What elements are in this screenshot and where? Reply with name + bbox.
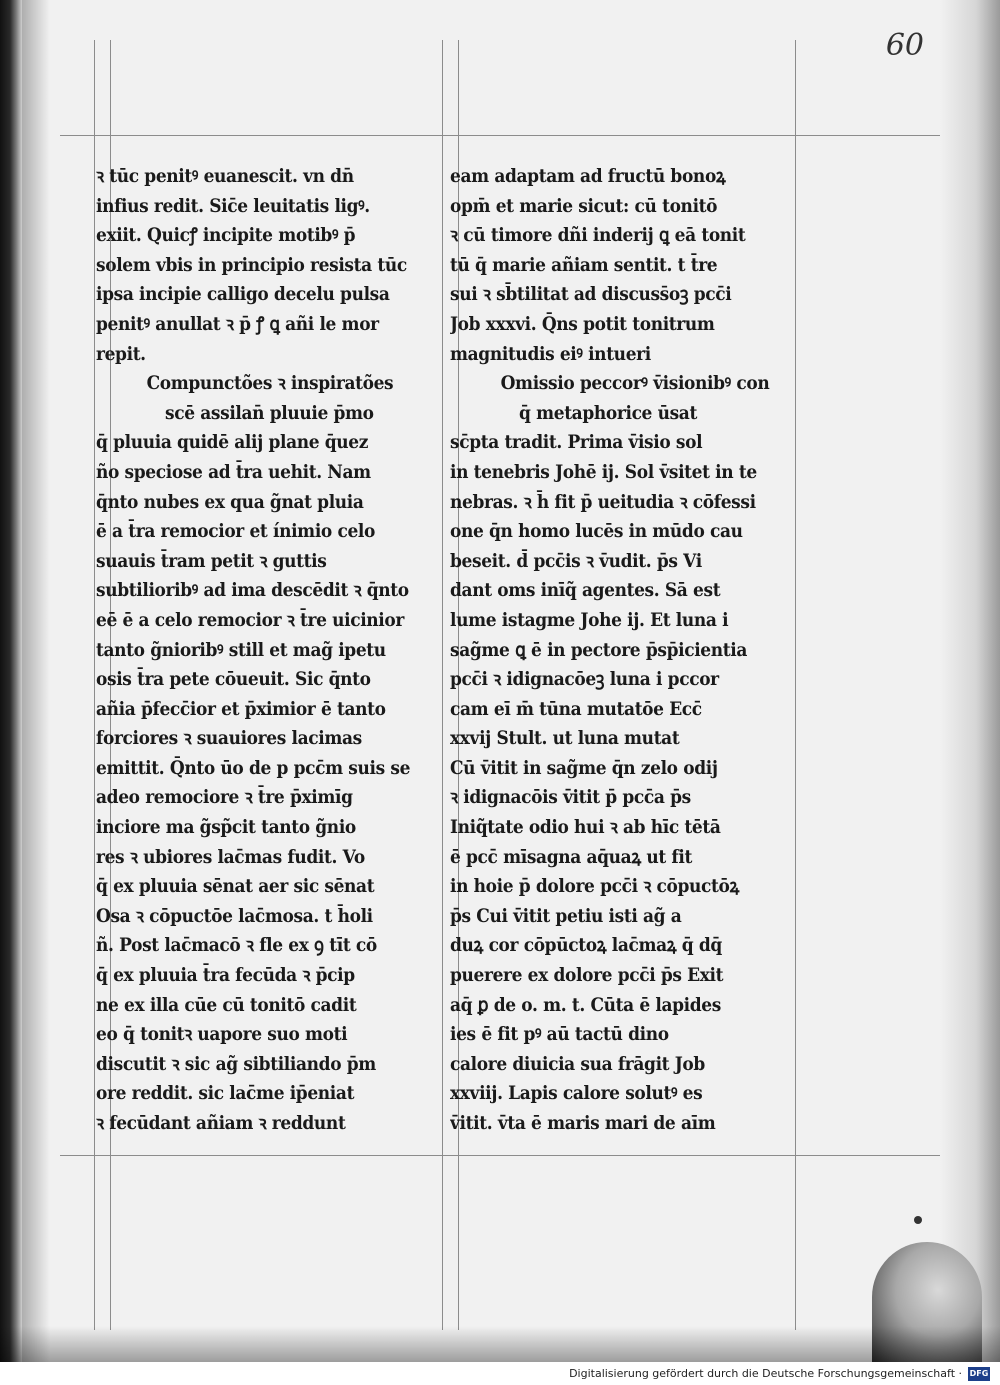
manuscript-line: ipsa incipie calligo decelu pulsa bbox=[96, 284, 390, 306]
footer-bar bbox=[0, 1362, 1000, 1385]
footer-credit: Digitalisierung gefördert durch die Deutsche Forschungsgemeinschaft · bbox=[569, 1367, 962, 1380]
ruling-line bbox=[442, 40, 443, 1330]
folio-number: 60 bbox=[885, 28, 924, 63]
manuscript-line: lume istagme Johe ij. Et luna i bbox=[450, 609, 729, 631]
manuscript-line: ño speciose ad t̄ra uehit. Nam bbox=[96, 461, 371, 483]
manuscript-line: res ꝛ ubiores lac̄mas fudit. Vo bbox=[96, 846, 365, 868]
manuscript-line: forciores ꝛ suauiores lacimas bbox=[96, 728, 362, 750]
manuscript-line: in hoie p̄ dolore pcc̄i ꝛ cōpuctōꝝ bbox=[450, 876, 739, 898]
ink-spot bbox=[914, 1216, 922, 1224]
manuscript-line: in tenebris Johē ij. Sol v̄sitet in te bbox=[450, 461, 757, 483]
gutter-shadow bbox=[22, 0, 50, 1362]
manuscript-line: xxvij Stult. ut luna mutat bbox=[450, 728, 680, 750]
manuscript-line: Omissio peccorꝰ v̄isionibꝰ con bbox=[500, 373, 770, 395]
manuscript-line: Osa ꝛ cōpuctōe lac̄mosa. t h̄oli bbox=[96, 905, 373, 927]
manuscript-line: infius redit. Sic̄e leuitatis ligꝰ. bbox=[96, 195, 370, 217]
manuscript-line: ore reddit. sic lac̄me ip̄eniat bbox=[96, 1083, 355, 1105]
manuscript-line: magnitudis eiꝰ intueri bbox=[450, 343, 651, 365]
dfg-logo: DFG bbox=[968, 1367, 990, 1381]
manuscript-line: inciore ma g̃sp̃cit tanto g̃nio bbox=[96, 817, 356, 839]
manuscript-line: opm̄ et marie sicut: cū tonitō bbox=[450, 195, 718, 217]
manuscript-line: v̄itit. v̄ta ē maris mari de aīm bbox=[450, 1113, 716, 1134]
manuscript-line: pcc̄i ꝛ idignacōeꝫ luna i pccor bbox=[450, 669, 719, 691]
manuscript-line: adeo remociore ꝛ t̄re p̄ximīg bbox=[96, 787, 353, 809]
manuscript-line: subtilioribꝰ ad ima descēdit ꝛ q̄nto bbox=[96, 580, 409, 602]
manuscript-line: tanto g̃nioribꝰ still et mag̃ ipetu bbox=[96, 639, 386, 661]
manuscript-line: Compunctões ꝛ inspiratões bbox=[146, 373, 394, 395]
manuscript-line: cam eī m̄ tūna mutatōe Ecc̄ bbox=[450, 698, 702, 720]
manuscript-line: eo q̄ tonitꝛ uapore suo moti bbox=[96, 1024, 348, 1046]
manuscript-line: tū q̄ marie añiam sentit. t t̄re bbox=[450, 254, 718, 276]
manuscript-line: exiit. Quicꝭ incipite motibꝰ p̄ bbox=[96, 225, 356, 247]
manuscript-line: ē a t̄ra remocior et ínimio celo bbox=[96, 521, 376, 543]
manuscript-line: duꝝ cor cōpūctoꝝ lac̄maꝝ q̄ dq̄ bbox=[450, 935, 722, 957]
manuscript-line: xxviij. Lapis calore solutꝰ es bbox=[450, 1083, 703, 1105]
manuscript-line: solem vbis in principio resista tūc bbox=[96, 254, 407, 276]
manuscript-line: ꝛ cū timore dñi inderij ꝗ eā tonit bbox=[450, 225, 746, 247]
manuscript-line: osis t̄ra pete cōueuit. Sic q̄nto bbox=[96, 669, 371, 691]
manuscript-line: dant oms inīq̃ agentes. Sā est bbox=[450, 580, 721, 602]
manuscript-line: q̄ ex pluuia t̄ra fecūda ꝛ p̄cip bbox=[96, 965, 355, 987]
manuscript-line: q̄ ex pluuia sēnat aer sic sēnat bbox=[96, 876, 375, 898]
manuscript-line: one q̄n homo lucēs in mūdo cau bbox=[450, 521, 743, 543]
manuscript-line: q̄ metaphorice ūsat bbox=[519, 402, 697, 424]
ruling-line bbox=[60, 135, 940, 136]
manuscript-line: Job xxxvi. Q̄ns potit tonitrum bbox=[450, 313, 715, 335]
manuscript-line: sui ꝛ sb̄tilitat ad discuss̄oꝫ pcc̄i bbox=[450, 284, 732, 306]
manuscript-line: ies ē fit pꝰ aū tactū dino bbox=[450, 1024, 669, 1046]
manuscript-line: ñ. Post lac̄macō ꝛ fle ex ꝯ tīt cō bbox=[96, 935, 377, 957]
manuscript-line: eam adaptam ad fructū bonoꝝ bbox=[450, 166, 726, 187]
ruling-line bbox=[60, 1155, 940, 1156]
manuscript-line: repit. bbox=[96, 343, 146, 365]
manuscript-line: q̄ pluuia quidē alij plane q̄uez bbox=[96, 432, 369, 454]
manuscript-line: sc̄pta tradit. Prima v̄isio sol bbox=[450, 432, 703, 454]
manuscript-line: ꝛ idignacōis v̄itit p̄ pcc̄a p̄s bbox=[450, 787, 691, 809]
manuscript-line: p̄s Cui v̄itit petiu isti ag̃ a bbox=[450, 905, 682, 927]
manuscript-line: scē assilan̄ pluuie p̄mo bbox=[165, 402, 374, 424]
manuscript-line: q̄nto nubes ex qua g̃nat pluia bbox=[96, 491, 364, 513]
manuscript-line: ne ex illa cūe cū tonitō cadit bbox=[96, 994, 357, 1016]
left-text-column bbox=[96, 162, 441, 1139]
manuscript-line: beseit. d̄ pcc̄is ꝛ v̄udit. p̄s Vi bbox=[450, 550, 702, 572]
book-spine bbox=[0, 0, 22, 1362]
manuscript-line: penitꝰ anullat ꝛ p̄ ꝭ ꝗ añi le mor bbox=[96, 313, 379, 335]
right-text-column bbox=[450, 162, 800, 1139]
manuscript-line: Cū v̄itit in sag̃me q̄n zelo odij bbox=[450, 757, 718, 779]
manuscript-line: emittit. Q̄nto ūo de p pcc̄m suis se bbox=[96, 757, 411, 779]
manuscript-line: ꝛ fecūdant añiam ꝛ reddunt bbox=[96, 1113, 346, 1134]
manuscript-line: ē pcc̄ mīsagna aq̄uaꝝ ut fit bbox=[450, 846, 692, 868]
manuscript-line: ꝛ tūc penitꝰ euanescit. vn dn̄ bbox=[96, 166, 354, 187]
manuscript-line: nebras. ꝛ h̄ fit p̄ ueitudia ꝛ cōfessi bbox=[450, 491, 756, 513]
manuscript-line: Iniq̃tate odio hui ꝛ ab hīc tētā bbox=[450, 817, 721, 839]
manuscript-line: eē ē a celo remocior ꝛ t̄re uicinior bbox=[96, 609, 404, 631]
ruling-line bbox=[94, 40, 95, 1330]
page-edge bbox=[940, 0, 1000, 1362]
manuscript-line: suauis t̄ram petit ꝛ guttis bbox=[96, 550, 327, 572]
manuscript-line: puerere ex dolore pcc̄i p̄s Exit bbox=[450, 965, 724, 987]
page-bottom-shadow bbox=[0, 1326, 1000, 1362]
manuscript-line: añia p̄fecc̄ior et p̄ximior ē tanto bbox=[96, 698, 386, 720]
manuscript-line: calore diuicia sua frāgit Job bbox=[450, 1053, 705, 1075]
manuscript-line: discutit ꝛ sic ag̃ sibtiliando p̄m bbox=[96, 1053, 376, 1075]
manuscript-line: aq̄ ꝑ de o. m. t. Cūta ē lapides bbox=[450, 994, 721, 1016]
manuscript-line: sag̃me ꝗ ē in pectore p̄sp̄icientia bbox=[450, 639, 748, 661]
